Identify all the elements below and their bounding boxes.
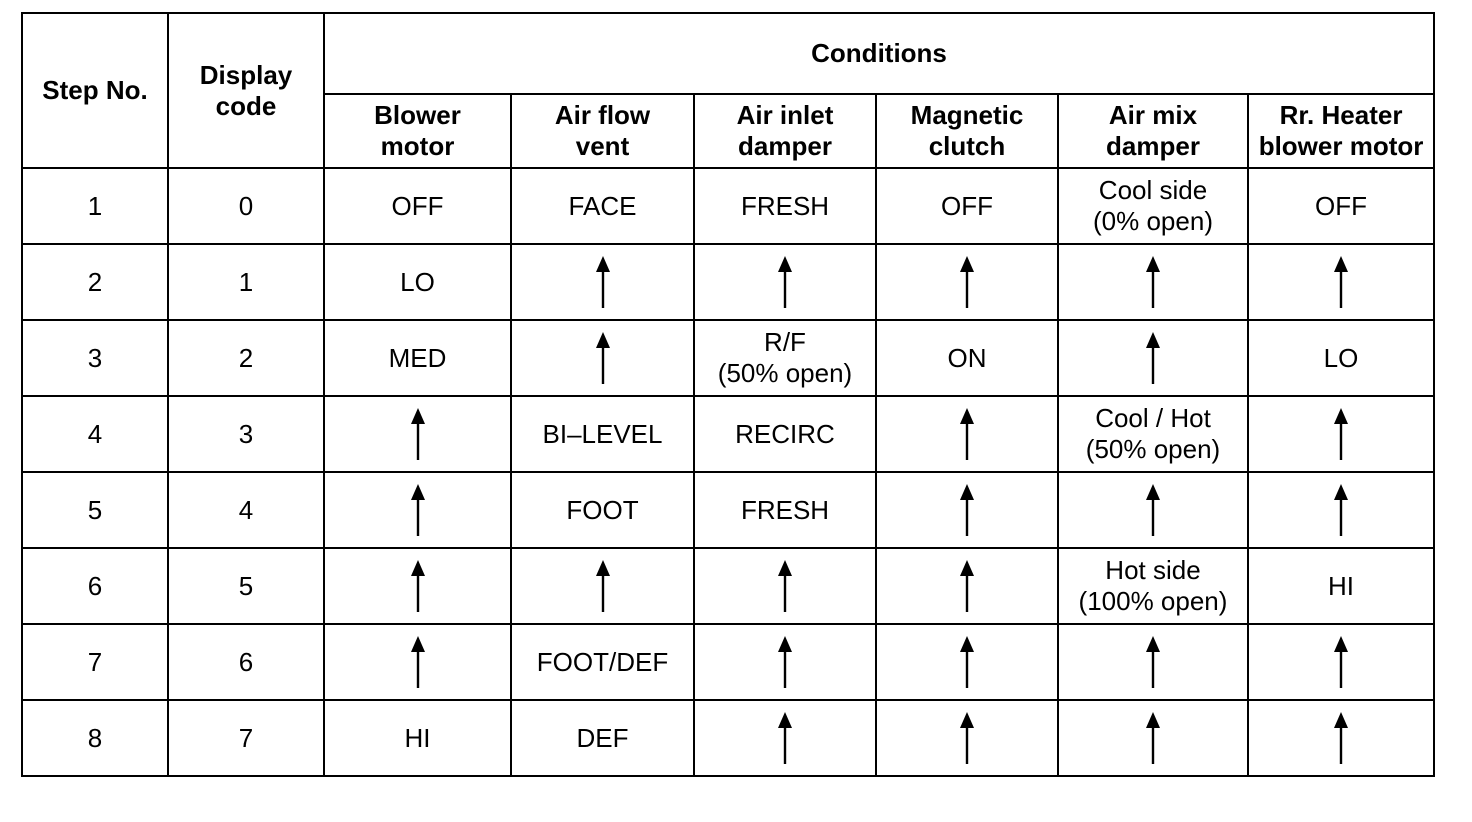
header-conditions: Conditions [324, 13, 1434, 94]
cell-air-inlet-damper [694, 244, 876, 320]
up-arrow-icon [1333, 484, 1349, 536]
table-row [22, 320, 1434, 396]
up-arrow-icon [777, 712, 793, 764]
cell-air-mix-damper [1058, 700, 1248, 776]
up-arrow-icon [1145, 636, 1161, 688]
cell-blower-motor: MED [324, 320, 511, 396]
cell-air-flow-vent: DEF [511, 700, 694, 776]
cell-display-code: 2 [168, 320, 324, 396]
cell-magnetic-clutch [876, 700, 1058, 776]
up-arrow-icon [959, 484, 975, 536]
table-body [22, 168, 1434, 776]
cell-air-mix-damper [1058, 472, 1248, 548]
header-air-inlet-damper: Air inlet damper [694, 94, 876, 168]
cell-display-code: 3 [168, 396, 324, 472]
cell-display-code: 7 [168, 700, 324, 776]
cell-blower-motor [324, 472, 511, 548]
cell-display-code: 4 [168, 472, 324, 548]
table-row [22, 396, 1434, 472]
header-display-code: Display code [168, 13, 324, 168]
cell-magnetic-clutch [876, 548, 1058, 624]
up-arrow-icon [1145, 484, 1161, 536]
cell-air-inlet-damper: R/F (50% open) [694, 320, 876, 396]
up-arrow-icon [959, 256, 975, 308]
up-arrow-icon [410, 560, 426, 612]
cell-air-mix-damper [1058, 320, 1248, 396]
cell-step-no: 6 [22, 548, 168, 624]
up-arrow-icon [1333, 712, 1349, 764]
cell-rr-heater-blower-motor [1248, 700, 1434, 776]
cell-magnetic-clutch [876, 244, 1058, 320]
cell-step-no: 8 [22, 700, 168, 776]
cell-blower-motor [324, 548, 511, 624]
up-arrow-icon [777, 560, 793, 612]
cell-rr-heater-blower-motor: LO [1248, 320, 1434, 396]
header-blower-motor: Blower motor [324, 94, 511, 168]
up-arrow-icon [410, 484, 426, 536]
cell-rr-heater-blower-motor: HI [1248, 548, 1434, 624]
cell-display-code: 1 [168, 244, 324, 320]
cell-display-code: 5 [168, 548, 324, 624]
up-arrow-icon [959, 636, 975, 688]
cell-rr-heater-blower-motor [1248, 244, 1434, 320]
cell-blower-motor [324, 396, 511, 472]
cell-air-mix-damper: Hot side (100% open) [1058, 548, 1248, 624]
header-air-flow-vent: Air flow vent [511, 94, 694, 168]
cell-air-flow-vent [511, 548, 694, 624]
up-arrow-icon [1333, 636, 1349, 688]
cell-air-mix-damper [1058, 624, 1248, 700]
table-row [22, 700, 1434, 776]
header-air-mix-damper: Air mix damper [1058, 94, 1248, 168]
up-arrow-icon [1333, 408, 1349, 460]
cell-rr-heater-blower-motor [1248, 624, 1434, 700]
cell-step-no: 4 [22, 396, 168, 472]
cell-step-no: 5 [22, 472, 168, 548]
table-row [22, 168, 1434, 244]
cell-magnetic-clutch [876, 396, 1058, 472]
up-arrow-icon [595, 560, 611, 612]
up-arrow-icon [410, 408, 426, 460]
conditions-table [21, 12, 1435, 777]
cell-magnetic-clutch: OFF [876, 168, 1058, 244]
cell-air-inlet-damper [694, 700, 876, 776]
up-arrow-icon [777, 256, 793, 308]
cell-air-inlet-damper: RECIRC [694, 396, 876, 472]
cell-blower-motor: HI [324, 700, 511, 776]
up-arrow-icon [595, 332, 611, 384]
up-arrow-icon [959, 408, 975, 460]
cell-air-flow-vent: BI–LEVEL [511, 396, 694, 472]
cell-air-flow-vent [511, 320, 694, 396]
cell-step-no: 2 [22, 244, 168, 320]
cell-step-no: 3 [22, 320, 168, 396]
cell-air-flow-vent [511, 244, 694, 320]
header-step-no: Step No. [22, 13, 168, 168]
cell-rr-heater-blower-motor [1248, 472, 1434, 548]
up-arrow-icon [959, 560, 975, 612]
up-arrow-icon [777, 636, 793, 688]
cell-air-inlet-damper: FRESH [694, 472, 876, 548]
up-arrow-icon [1333, 256, 1349, 308]
cell-display-code: 6 [168, 624, 324, 700]
cell-blower-motor: LO [324, 244, 511, 320]
table-row [22, 472, 1434, 548]
cell-magnetic-clutch: ON [876, 320, 1058, 396]
cell-blower-motor: OFF [324, 168, 511, 244]
cell-air-inlet-damper [694, 548, 876, 624]
up-arrow-icon [959, 712, 975, 764]
header-magnetic-clutch: Magnetic clutch [876, 94, 1058, 168]
cell-air-inlet-damper: FRESH [694, 168, 876, 244]
header-rr-heater-blower-motor: Rr. Heater blower motor [1248, 94, 1434, 168]
cell-magnetic-clutch [876, 472, 1058, 548]
cell-step-no: 7 [22, 624, 168, 700]
up-arrow-icon [1145, 332, 1161, 384]
cell-rr-heater-blower-motor [1248, 396, 1434, 472]
cell-air-flow-vent: FOOT [511, 472, 694, 548]
up-arrow-icon [410, 636, 426, 688]
cell-blower-motor [324, 624, 511, 700]
cell-air-flow-vent: FOOT/DEF [511, 624, 694, 700]
up-arrow-icon [1145, 256, 1161, 308]
cell-magnetic-clutch [876, 624, 1058, 700]
table-row [22, 624, 1434, 700]
cell-air-flow-vent: FACE [511, 168, 694, 244]
table-row [22, 244, 1434, 320]
cell-air-inlet-damper [694, 624, 876, 700]
up-arrow-icon [595, 256, 611, 308]
cell-air-mix-damper [1058, 244, 1248, 320]
cell-step-no: 1 [22, 168, 168, 244]
cell-air-mix-damper: Cool / Hot (50% open) [1058, 396, 1248, 472]
up-arrow-icon [1145, 712, 1161, 764]
cell-display-code: 0 [168, 168, 324, 244]
cell-air-mix-damper: Cool side (0% open) [1058, 168, 1248, 244]
table-row [22, 548, 1434, 624]
cell-rr-heater-blower-motor: OFF [1248, 168, 1434, 244]
